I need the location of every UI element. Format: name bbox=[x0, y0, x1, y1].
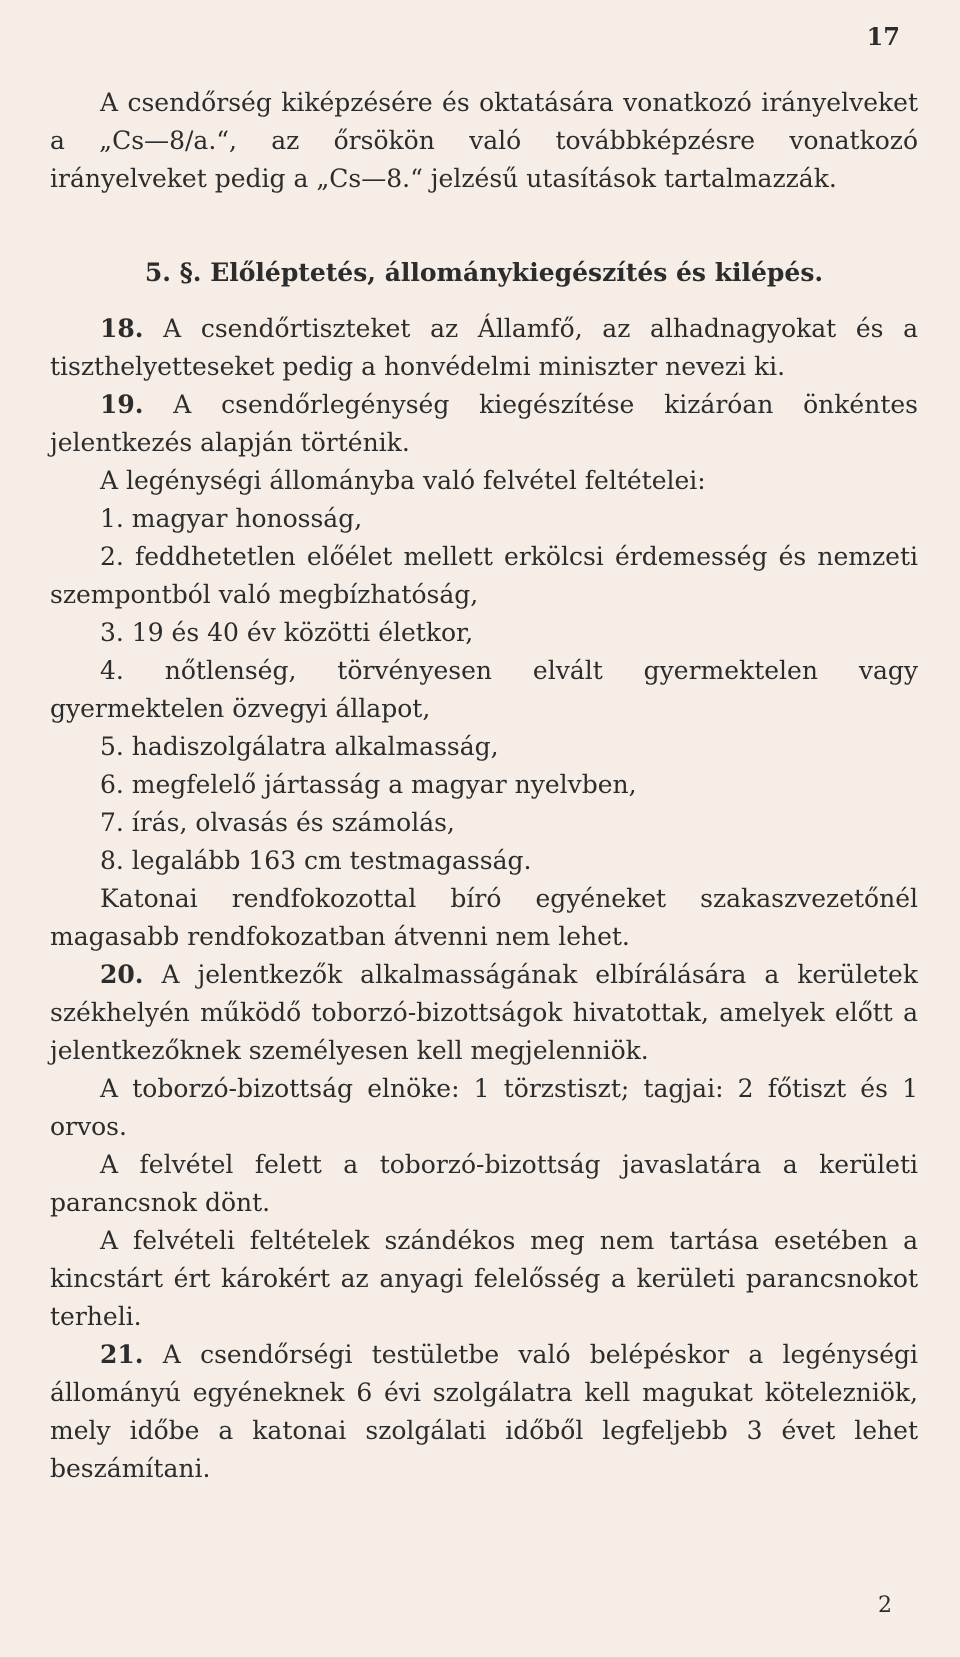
paragraph-liability: A felvételi feltételek szándékos meg nem tartása esetében a kincstárt ért károkért az anyagi felelősség a kerületi parancsnokot terheli. bbox=[50, 1226, 918, 1331]
conditions-intro: A legénységi állományba való felvétel feltételei: bbox=[100, 466, 706, 495]
condition-item: 1. magyar honosság, bbox=[100, 504, 363, 533]
paragraph-19-text: A csendőrlegénység kiegészítése kizáróan önkéntes jelentkezés alapján történik. bbox=[50, 390, 918, 457]
paragraph-number-18: 18. bbox=[100, 314, 144, 343]
paragraph-committee: A toborzó-bizottság elnöke: 1 törzstiszt; tagjai: 2 főtiszt és 1 orvos. bbox=[50, 1074, 918, 1141]
condition-item: 8. legalább 163 cm testmagasság. bbox=[100, 846, 532, 875]
condition-item: 2. feddhetetlen előélet mellett erkölcsi érdemesség és nemzeti szempontból való megbízhatóság, bbox=[50, 542, 918, 609]
paragraph-19 bbox=[50, 386, 918, 462]
condition-item: 3. 19 és 40 év közötti életkor, bbox=[100, 618, 474, 647]
signature-mark: 2 bbox=[878, 1593, 892, 1618]
paragraph-decision: A felvétel felett a toborzó-bizottság javaslatára a kerületi parancsnok dönt. bbox=[50, 1150, 918, 1217]
body-text bbox=[50, 84, 918, 1488]
paragraph-21 bbox=[50, 1336, 918, 1488]
section-title: 5. §. Előléptetés, állománykiegészítés és kilépés. bbox=[144, 258, 824, 287]
paragraph-number-21: 21. bbox=[100, 1340, 144, 1369]
condition-item: 7. írás, olvasás és számolás, bbox=[100, 808, 455, 837]
condition-item: 5. hadiszolgálatra alkalmasság, bbox=[100, 732, 499, 761]
page-number: 17 bbox=[866, 22, 900, 51]
paragraph-training: A csendőrség kiképzésére és oktatására vonatkozó irányelveket a „Cs—8/a.“, az őrsökön való továbbképzésre vonatkozó irányelveket pedig a „Cs—8.“ jelzésű utasítások tartalmazzák. bbox=[50, 88, 918, 193]
paragraph-20 bbox=[50, 956, 918, 1070]
paragraph-18-text: A csendőrtiszteket az Államfő, az alhadnagyokat és a tiszthelyetteseket pedig a honvédelmi miniszter nevezi ki. bbox=[50, 314, 918, 381]
condition-item: 6. megfelelő jártasság a magyar nyelvben, bbox=[100, 770, 637, 799]
paragraph-21-text: A csendőrségi testületbe való belépéskor a legénységi állományú egyéneknek 6 évi szolgálatra kell magukat kötelezniök, mely időbe a katonai szolgálati időből legfeljebb 3 évet lehet beszámítani. bbox=[50, 1340, 918, 1483]
paragraph-number-20: 20. bbox=[100, 960, 144, 989]
condition-item: 4. nőtlenség, törvényesen elvált gyermektelen vagy gyermektelen özvegyi állapot, bbox=[50, 656, 918, 723]
paragraph-20-text: A jelentkezők alkalmasságának elbírálására a kerületek székhelyén működő toborzó-bizottságok hivatottak, amelyek előtt a jelentkezőknek személyesen kell megjelenniök. bbox=[50, 960, 919, 1065]
paragraph-soldiers: Katonai rendfokozottal bíró egyéneket szakaszvezetőnél magasabb rendfokozatban átvenni nem lehet. bbox=[50, 884, 918, 951]
paragraph-number-19: 19. bbox=[100, 390, 144, 419]
paragraph-18 bbox=[50, 310, 918, 386]
